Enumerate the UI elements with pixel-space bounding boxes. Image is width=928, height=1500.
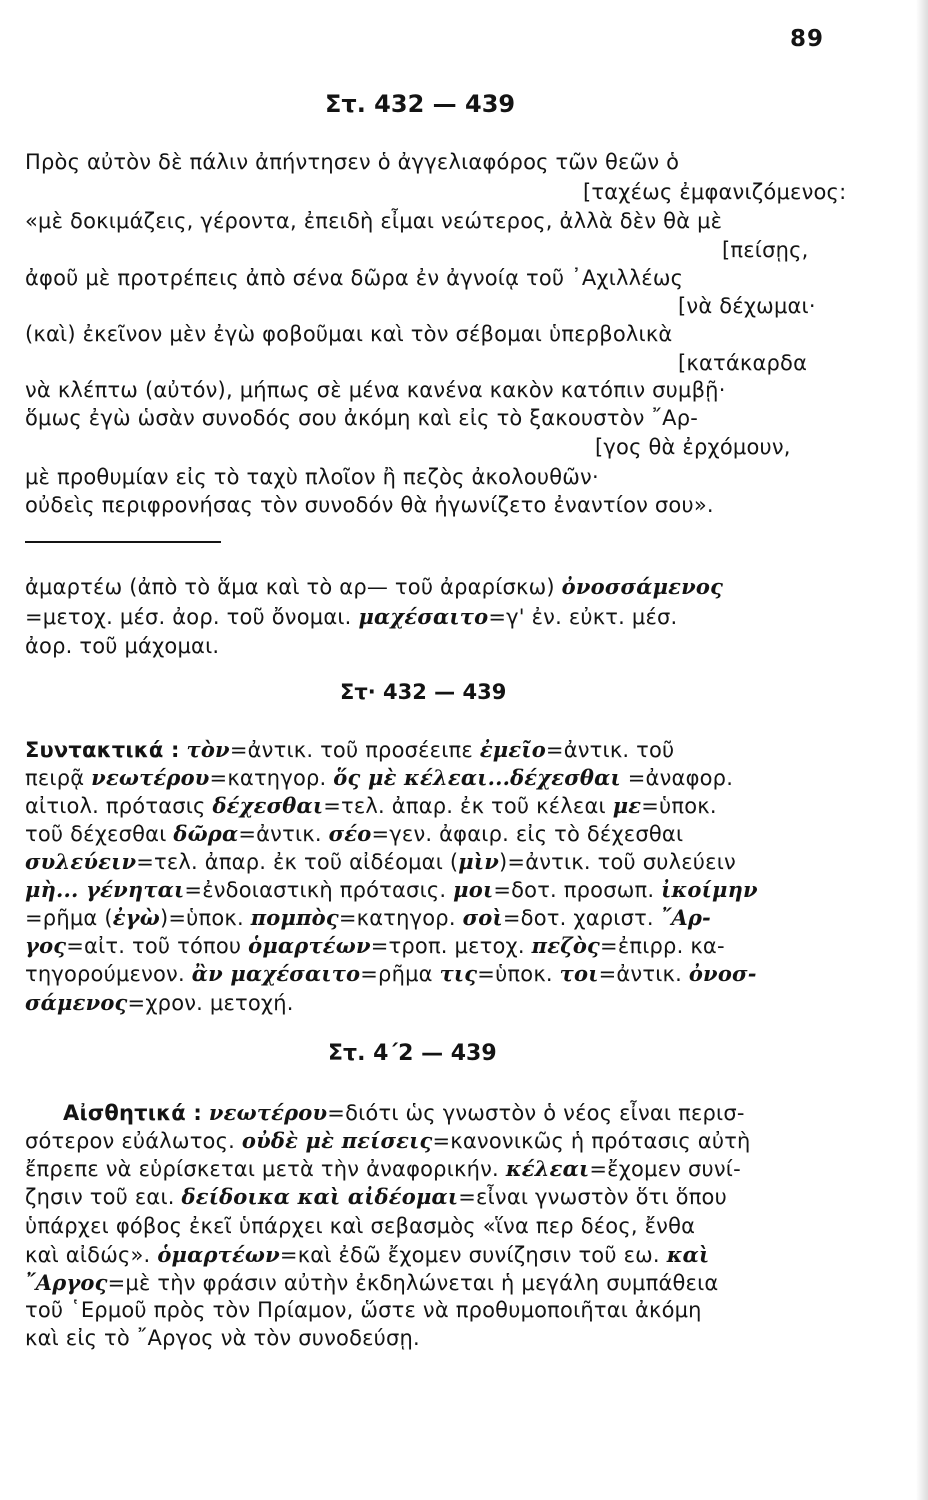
syntax-text: =ἀντικ. xyxy=(598,962,682,986)
syntax-line xyxy=(25,821,683,846)
syntax-term: συλεύειν xyxy=(25,849,137,874)
syntax-text: =ὑποκ. xyxy=(641,794,717,818)
syntax-term: πεζὸς xyxy=(531,933,601,958)
note-text: =γ' ἐν. εὐκτ. μέσ. xyxy=(488,605,678,629)
aesthetic-text: =καὶ ἐδῶ ἔχομεν συνίζησιν τοῦ εω. xyxy=(279,1243,660,1267)
syntax-label: Συντακτικά : xyxy=(25,738,180,762)
verse-line-continuation: [πείσῃς, xyxy=(722,238,809,262)
syntax-text: πειρᾷ xyxy=(25,766,85,790)
syntax-text: =κατηγορ. xyxy=(338,906,456,930)
syntax-term: τὸν xyxy=(186,737,230,762)
aesthetic-text: =εἶναι γνωστὸν ὅτι ὅπου xyxy=(458,1185,727,1209)
syntax-text: =γεν. ἀφαιρ. εἰς τὸ δέχεσθαι xyxy=(371,822,684,846)
syntax-term: τις xyxy=(439,961,478,986)
syntax-term: μὴ... γένηται xyxy=(25,877,185,902)
syntax-text: =τελ. ἀπαρ. ἐκ τοῦ κέλεαι xyxy=(323,794,606,818)
section-heading-1: Στ. 432 — 439 xyxy=(325,90,516,118)
syntax-term: τοι xyxy=(559,961,599,986)
syntax-text: )=ὑποκ. xyxy=(159,906,244,930)
syntax-term: ὁμαρτέων xyxy=(248,933,371,958)
verse-line: ὅμως ἐγὼ ὡσὰν συνοδός σου ἀκόμη καὶ εἰς τὸ ξακουστὸν ῎Αρ- xyxy=(25,406,699,430)
syntax-text: =ρῆμα ( xyxy=(25,906,113,930)
aesthetic-line xyxy=(25,1242,709,1267)
aesthetic-line: καὶ εἰς τὸ ῎Αργος νὰ τὸν συνοδεύσῃ. xyxy=(25,1326,420,1350)
syntax-term: μοι xyxy=(453,877,494,902)
aesthetic-term: κέλεαι xyxy=(505,1156,590,1181)
syntax-text: τοῦ δέχεσθαι xyxy=(25,822,167,846)
aesthetic-term: ὁμαρτέων xyxy=(157,1242,280,1267)
syntax-text: =ἀντικ. τοῦ xyxy=(545,738,675,762)
syntax-term: σάμενος xyxy=(25,990,128,1015)
syntax-line xyxy=(25,877,758,902)
syntax-term: ἐμεῖο xyxy=(479,737,546,762)
aesthetic-line xyxy=(25,1156,741,1181)
syntax-term: ἰκοίμην xyxy=(661,877,758,902)
syntax-term: δέχεσθαι xyxy=(212,793,324,818)
syntax-term: ὅς μὲ κέλεαι...δέχεσθαι xyxy=(333,765,621,790)
page-number: 89 xyxy=(790,26,825,52)
verse-line: Πρὸς αὐτὸν δὲ πάλιν ἀπήντησεν ὁ ἀγγελιαφόρος τῶν θεῶν ὁ xyxy=(25,150,680,174)
verse-line-continuation: [νὰ δέχωμαι· xyxy=(678,294,816,318)
verse-line-continuation: [γος θὰ ἐρχόμουν, xyxy=(595,435,791,459)
verse-line: οὐδεὶς περιφρονήσας τὸν συνοδόν θὰ ἠγωνίζετο ἐναντίον σου». xyxy=(25,493,714,517)
syntax-term: σοὶ xyxy=(462,905,503,930)
syntax-text: =τροπ. μετοχ. xyxy=(370,934,525,958)
section-heading-2: Στ· 432 — 439 xyxy=(340,680,507,704)
syntax-line xyxy=(25,990,294,1015)
aesthetic-line: ὑπάρχει φόβος ἐκεῖ ὑπάρχει καὶ σεβασμὸς «ἵνα περ δέος, ἔνθα xyxy=(25,1214,696,1238)
syntax-line xyxy=(25,849,736,874)
syntax-text: =ἐπιρρ. κα- xyxy=(600,934,725,958)
syntax-term: γος xyxy=(25,933,67,958)
aesthetic-text: =ἔχομεν συνί- xyxy=(589,1157,741,1181)
footnote-divider xyxy=(25,541,221,543)
aesthetic-line: τοῦ ῾Ερμοῦ πρὸς τὸν Πρίαμον, ὥστε νὰ προθυμοποιῆται ἀκόμη xyxy=(25,1298,702,1322)
syntax-term: ἐγὼ xyxy=(112,905,160,930)
verse-line: «μὲ δοκιμάζεις, γέροντα, ἐπειδὴ εἶμαι νεώτερος, ἀλλὰ δὲν θὰ μὲ xyxy=(25,209,723,233)
aesthetic-text: =κανονικῶς ἡ πρότασις αὐτὴ xyxy=(432,1129,751,1153)
page-edge-shadow xyxy=(916,0,928,1500)
syntax-line xyxy=(25,765,733,790)
aesthetic-term: οὐδὲ μὲ πείσεις xyxy=(241,1128,433,1153)
aesthetic-text: =μὲ τὴν φράσιν αὐτὴν ἐκδηλώνεται ἡ μεγάλη συμπάθεια xyxy=(107,1271,719,1295)
syntax-term: δῶρα xyxy=(173,821,239,846)
aesthetic-term: ῎Αργος xyxy=(25,1270,108,1295)
syntax-text: =ρῆμα xyxy=(360,962,433,986)
syntax-text: )=ἀντικ. τοῦ συλεύειν xyxy=(499,850,736,874)
aesthetic-text: =διότι ὡς γνωστὸν ὁ νέος εἶναι περισ- xyxy=(327,1101,745,1125)
syntax-line xyxy=(25,933,725,958)
aesthetic-label: Αἰσθητικά : xyxy=(63,1101,203,1125)
syntax-text: =αἰτ. τοῦ τόπου xyxy=(66,934,242,958)
syntax-text: =κατηγορ. xyxy=(209,766,327,790)
syntax-term: σέο xyxy=(328,821,372,846)
syntax-text: =χρον. μετοχή. xyxy=(127,991,294,1015)
aesthetic-line xyxy=(25,1128,751,1153)
syntax-text: τηγορούμενον. xyxy=(25,962,185,986)
syntax-term: μὶν xyxy=(458,849,499,874)
verse-line: (καὶ) ἐκεῖνον μὲν ἐγὼ φοβοῦμαι καὶ τὸν σέβομαι ὑπερβολικὰ xyxy=(25,322,673,346)
aesthetic-term: καὶ xyxy=(666,1242,710,1267)
syntax-line xyxy=(25,961,757,986)
note-term: ὀνοσσάμενος xyxy=(561,574,724,599)
section-heading-3: Στ. 4΄2 — 439 xyxy=(328,1041,497,1066)
note-line xyxy=(25,574,723,599)
aesthetic-term: νεωτέρου xyxy=(208,1100,328,1125)
syntax-term: ὀνοσ- xyxy=(688,961,757,986)
aesthetic-line xyxy=(25,1270,718,1295)
syntax-term: ἂν μαχέσαιτο xyxy=(191,961,361,986)
note-text: ἀμαρτέω (ἀπὸ τὸ ἅμα καὶ τὸ αρ— τοῦ ἀραρίσκω) xyxy=(25,575,555,599)
aesthetic-text: ζησιν τοῦ εαι. xyxy=(25,1185,175,1209)
syntax-text: =ἀναφορ. xyxy=(627,766,734,790)
syntax-text: =ἀντικ. τοῦ προσέειπε xyxy=(229,738,473,762)
syntax-text: =δοτ. χαριστ. xyxy=(502,906,654,930)
note-line: ἀορ. τοῦ μάχομαι. xyxy=(25,634,220,658)
verse-line-continuation: [κατάκαρδα xyxy=(678,351,808,375)
syntax-text: =δοτ. προσωπ. xyxy=(493,878,655,902)
verse-line: μὲ προθυμίαν εἰς τὸ ταχὺ πλοῖον ἢ πεζὸς ἀκολουθῶν· xyxy=(25,465,599,489)
syntax-term: με xyxy=(612,793,642,818)
aesthetic-line xyxy=(25,1100,745,1125)
aesthetic-text: καὶ αἰδώς». xyxy=(25,1243,151,1267)
syntax-text: =ἀντικ. xyxy=(238,822,322,846)
syntax-text: =τελ. ἀπαρ. ἐκ τοῦ αἰδέομαι ( xyxy=(136,850,459,874)
aesthetic-term: δείδοικα καὶ αἰδέομαι xyxy=(181,1184,459,1209)
syntax-text: =ὑποκ. xyxy=(477,962,553,986)
aesthetic-text: ἔπρεπε νὰ εὑρίσκεται μετὰ τὴν ἀναφορικήν. xyxy=(25,1157,499,1181)
syntax-text: αἰτιολ. πρότασις xyxy=(25,794,206,818)
aesthetic-line xyxy=(25,1184,727,1209)
syntax-line xyxy=(25,793,717,818)
syntax-line xyxy=(25,905,711,930)
syntax-term: νεωτέρου xyxy=(91,765,210,790)
note-text: =μετοχ. μέσ. ἀορ. τοῦ ὄνομαι. xyxy=(25,605,352,629)
verse-line-continuation: [ταχέως ἐμφανιζόμενος: xyxy=(583,180,847,204)
verse-line: ἀφοῦ μὲ προτρέπεις ἀπὸ σένα δῶρα ἐν ἀγνοίᾳ τοῦ ᾿Αχιλλέως xyxy=(25,266,684,290)
note-term: μαχέσαιτο xyxy=(358,604,489,629)
syntax-term: ῎Αρ- xyxy=(660,905,711,930)
syntax-line xyxy=(25,737,674,762)
note-line xyxy=(25,604,677,629)
verse-line: νὰ κλέπτω (αὐτόν), μήπως σὲ μένα κανένα κακὸν κατόπιν συμβῇ· xyxy=(25,378,726,402)
syntax-term: πομπὸς xyxy=(250,905,339,930)
aesthetic-text: σότερον εὐάλωτος. xyxy=(25,1129,235,1153)
syntax-text: =ἐνδοιαστικὴ πρότασις. xyxy=(184,878,447,902)
